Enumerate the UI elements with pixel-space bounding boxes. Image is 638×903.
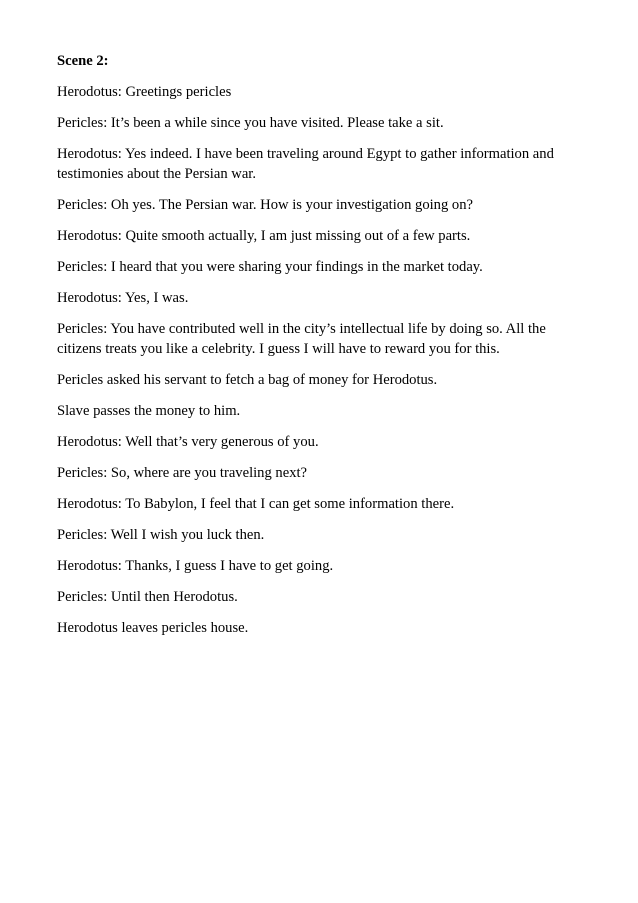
document-body	[57, 51, 587, 649]
dialogue-line: Pericles: So, where are you traveling next?	[57, 465, 308, 481]
dialogue-line: Herodotus: Yes indeed. I have been traveling around Egypt to gather information and testimonies about the Persian war.	[57, 146, 554, 182]
dialogue-line: Pericles: It’s been a while since you have visited. Please take a sit.	[57, 115, 444, 131]
dialogue-line: Pericles: Oh yes. The Persian war. How is your investigation going on?	[57, 197, 473, 213]
dialogue-line: Pericles: I heard that you were sharing your findings in the market today.	[57, 259, 483, 275]
stage-direction: Slave passes the money to him.	[57, 403, 241, 419]
dialogue-line: Herodotus: Quite smooth actually, I am just missing out of a few parts.	[57, 228, 471, 244]
dialogue-line: Pericles: Well I wish you luck then.	[57, 527, 265, 543]
stage-direction: Pericles asked his servant to fetch a bag of money for Herodotus.	[57, 372, 438, 388]
dialogue-line: Pericles: Until then Herodotus.	[57, 589, 238, 605]
dialogue-line: Herodotus: Well that’s very generous of you.	[57, 434, 319, 450]
dialogue-line: Herodotus: Greetings pericles	[57, 84, 232, 100]
dialogue-line: Herodotus: Yes, I was.	[57, 290, 189, 306]
scene-heading: Scene 2:	[57, 53, 109, 69]
dialogue-line: Herodotus: To Babylon, I feel that I can get some information there.	[57, 496, 455, 512]
dialogue-line: Pericles: You have contributed well in the city’s intellectual life by doing so. All the citizens treats you like a celebrity. I guess I will have to reward you for this.	[57, 321, 546, 357]
dialogue-line: Herodotus: Thanks, I guess I have to get going.	[57, 558, 334, 574]
stage-direction: Herodotus leaves pericles house.	[57, 620, 249, 636]
